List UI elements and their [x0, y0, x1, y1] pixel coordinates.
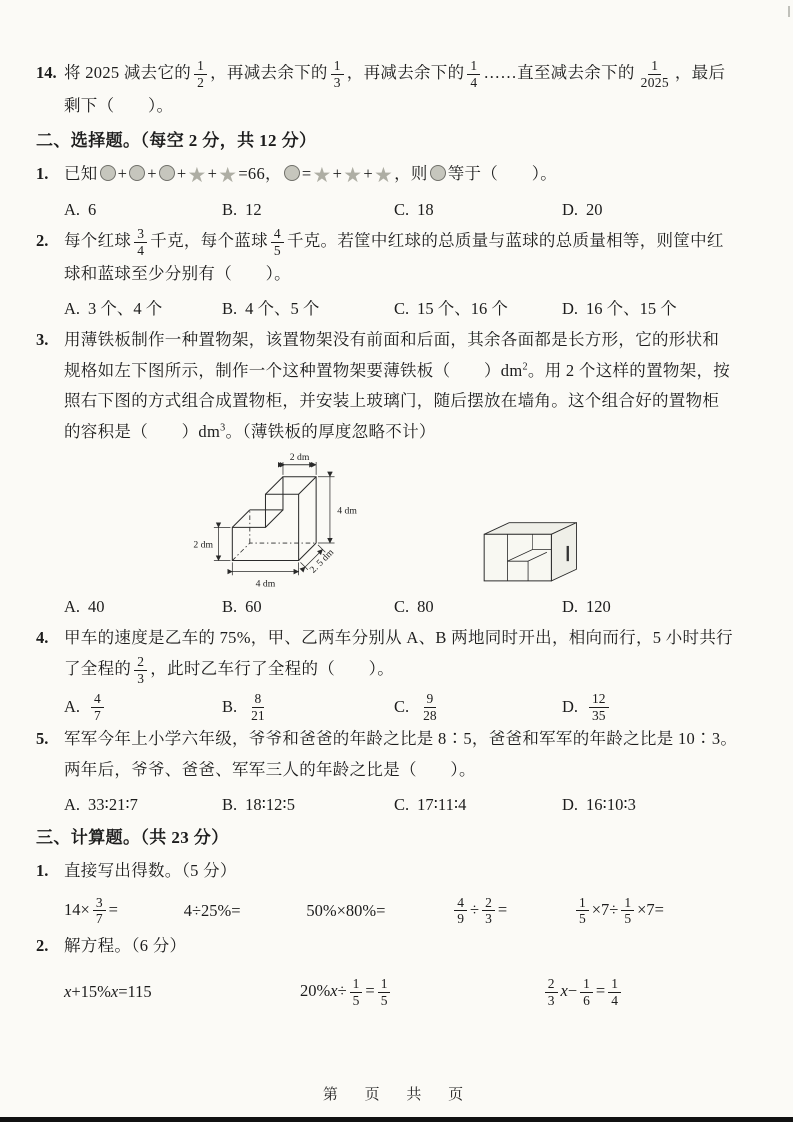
option-a [64, 292, 222, 325]
fraction: $\frac{2}{3}$ [134, 654, 147, 687]
math-expression: $\frac{4}{9}$ ÷ $\frac{2}{3}$ = [451, 895, 507, 928]
option-label: C. [394, 696, 410, 716]
option-label: D. [562, 795, 579, 815]
fraction: $\frac{4}{5}$ [271, 226, 284, 259]
question-text: 的容积是（ ）$dm^3$。（薄铁板的厚度忽略不计） [64, 421, 436, 441]
options-row [36, 590, 755, 623]
question-text: 规格如左下图所示，制作一个这种置物架要薄铁板（ ）$dm^2$。用 2 个这样的置物架，按 [64, 360, 731, 380]
question-text: 直接写出得数。（5 分） [64, 861, 237, 881]
math-expression: 14× $\frac{3}{7}$ = [64, 894, 118, 927]
option-label: A. [64, 795, 81, 815]
question-text: 将 2025 减去它的 $\frac{1}{2}$ ，再减去余下的 $\frac{1}{3}$ ，再减去余下的 $\frac{1}{4}$ ……直至减去余下的 $\frac{1}{2025}$ ，最后 [64, 58, 726, 90]
option-content: 20 [586, 199, 603, 219]
options-row [36, 788, 755, 821]
math-expression: 50%×80%= [306, 901, 386, 921]
scan-artifact [788, 6, 790, 17]
option-content: 6 [88, 199, 97, 219]
option-label: C. [394, 199, 410, 219]
question-text: 两年后，爷爷、爸爸、军军三人的年龄之比是（ ）。 [64, 759, 476, 779]
question-3-figures [36, 450, 755, 590]
option-content: 16∶10∶3 [586, 795, 636, 815]
choice-question-2 [36, 226, 755, 289]
option-label: A. [64, 696, 81, 716]
option-b [222, 193, 394, 226]
star-icon: ★ [312, 163, 332, 188]
mental-math-items [36, 895, 664, 928]
question-text: 用薄铁板制作一种置物架，该置物架没有前面和后面，其余各面都是长方形，它的形状和 [64, 330, 720, 350]
option-c [394, 690, 562, 725]
question-number: 3. [36, 330, 49, 350]
option-d [562, 292, 755, 325]
dim-label-left: 2 dm [193, 539, 213, 551]
fraction: $\frac{8}{21}$ [251, 691, 265, 724]
question-text: 已知 + + +★+★=66， =★+★+★，则 等于（ ）。 [64, 163, 558, 188]
star-icon: ★ [343, 163, 363, 188]
options-row [36, 292, 755, 325]
option-a [64, 590, 222, 623]
equation: 20%x÷ $\frac{1}{5}$ = $\frac{1}{5}$ [300, 976, 393, 1009]
option-content: 40 [88, 597, 105, 617]
option-label: D. [562, 597, 579, 617]
option-content: 120 [586, 597, 611, 617]
question-text: 解方程。（6 分） [64, 936, 187, 956]
circle-icon [284, 165, 300, 181]
option-content: 3 个、4 个 [88, 299, 163, 319]
circle-icon [430, 165, 446, 181]
option-content: 33∶21∶7 [88, 795, 138, 815]
fraction: $\frac{3}{7}$ [93, 895, 106, 928]
question-number: 14. [36, 63, 57, 82]
fraction: $\frac{2}{3}$ [545, 976, 558, 1009]
fraction: $\frac{4}{9}$ [454, 895, 467, 928]
fraction: $\frac{2}{3}$ [482, 895, 495, 928]
section-3-title: 三、计算题。（共 23 分） [36, 828, 229, 848]
option-label: B. [222, 597, 238, 617]
choice-question-3 [36, 325, 755, 447]
circle-icon [129, 165, 145, 181]
option-b [222, 788, 394, 821]
question-14 [36, 58, 755, 121]
option-content: 12 [245, 199, 262, 219]
option-content: 18 [417, 199, 434, 219]
fraction: $\frac{3}{4}$ [134, 226, 147, 259]
equation: x+15%x=115 [64, 982, 152, 1002]
question-number: 2. [36, 936, 49, 956]
option-d [562, 193, 755, 226]
handle-mark [567, 546, 569, 561]
option-label: B. [222, 795, 238, 815]
option-c [394, 788, 562, 821]
page-footer: 第 页 共 页 [322, 1087, 471, 1103]
fraction: $\frac{4}{7}$ [91, 691, 104, 724]
option-d [562, 590, 755, 623]
star-icon: ★ [187, 163, 207, 188]
option-content: 16 个、15 个 [586, 299, 677, 319]
circle-icon [159, 165, 175, 181]
option-label: B. [222, 199, 238, 219]
fraction: $\frac{1}{2025}$ [640, 58, 669, 90]
option-content [417, 691, 443, 724]
question-text: 了全程的 $\frac{2}{3}$ ，此时乙车行了全程的（ ）。 [64, 653, 395, 686]
dim-label-right: 4 dm [337, 505, 357, 517]
fraction: $\frac{1}{5}$ [350, 976, 363, 1009]
question-text: 照右下图的方式组合成置物柜，并安装上玻璃门，随后摆放在墙角。这个组合好的置物柜 [64, 391, 720, 411]
choice-question-1 [36, 159, 755, 190]
question-text: 球和蓝球至少分别有（ ）。 [64, 263, 291, 283]
option-a [64, 690, 222, 725]
question-number: 1. [36, 164, 49, 184]
question-text: 甲车的速度是乙车的 75%，甲、乙两车分别从 A、B 两地同时开出，相向而行，5 小时共行 [64, 628, 733, 648]
option-d [562, 690, 755, 725]
cabinet-diagram [477, 518, 589, 590]
option-content: 17∶11∶4 [417, 795, 467, 815]
circle-icon [100, 165, 116, 181]
option-b [222, 590, 394, 623]
option-content: 60 [245, 597, 262, 617]
dim-label-top: 2 dm [289, 452, 310, 464]
option-label: A. [64, 299, 81, 319]
option-label: A. [64, 597, 81, 617]
dim-label-depth: 2. 5 dm [307, 547, 337, 576]
question-number: 1. [36, 861, 49, 881]
option-label: A. [64, 199, 81, 219]
fraction: $\frac{1}{5}$ [378, 976, 391, 1009]
fraction: $\frac{1}{5}$ [576, 895, 589, 928]
step-shelf-diagram [186, 450, 391, 590]
question-number: 5. [36, 729, 49, 749]
option-label: C. [394, 795, 410, 815]
option-c [394, 292, 562, 325]
option-content [88, 691, 107, 724]
option-c [394, 590, 562, 623]
fraction: $\frac{12}{35}$ [589, 691, 609, 724]
option-b [222, 292, 394, 325]
question-text: 剩下（ ）。 [64, 95, 174, 115]
star-icon: ★ [218, 163, 238, 188]
option-label: D. [562, 299, 579, 319]
fraction: $\frac{1}{5}$ [621, 895, 634, 928]
option-content [586, 691, 612, 724]
math-expression: $\frac{1}{5}$ ×7÷ $\frac{1}{5}$ ×7= [573, 895, 664, 928]
option-label: C. [394, 597, 410, 617]
section-2-title: 二、选择题。（每空 2 分，共 12 分） [36, 131, 317, 151]
option-a [64, 193, 222, 226]
choice-question-5 [36, 724, 755, 785]
equation-items [36, 976, 624, 1009]
option-content: 18∶12∶5 [245, 795, 295, 815]
fraction: $\frac{1}{4}$ [608, 976, 621, 1009]
calc-question-2 [36, 931, 755, 962]
question-number: 2. [36, 230, 49, 250]
bottom-scan-bar [0, 1117, 793, 1122]
equation: $\frac{2}{3}$ x− $\frac{1}{6}$ = $\frac{1}{4}$ [542, 976, 624, 1009]
dim-label-bottom: 4 dm [255, 578, 276, 590]
question-number: 4. [36, 628, 49, 648]
option-content: 4 个、5 个 [245, 299, 320, 319]
question-text: 每个红球 $\frac{3}{4}$ 千克，每个蓝球 $\frac{4}{5}$ 千克。若筐中红球的总质量与蓝球的总质量相等，则筐中红 [64, 225, 724, 258]
option-label: D. [562, 199, 579, 219]
fraction: $\frac{1}{6}$ [580, 976, 593, 1009]
option-label: D. [562, 696, 579, 716]
options-row [36, 193, 755, 226]
option-content [245, 691, 271, 724]
calc-question-1 [36, 856, 755, 887]
option-label: B. [222, 299, 238, 319]
option-c [394, 193, 562, 226]
math-expression: 4÷25%= [183, 901, 241, 921]
fraction: $\frac{1}{2}$ [194, 58, 207, 91]
option-d [562, 788, 755, 821]
option-a [64, 788, 222, 821]
choice-question-4 [36, 623, 755, 686]
fraction: $\frac{1}{3}$ [331, 58, 344, 91]
option-b [222, 690, 394, 725]
option-content: 80 [417, 597, 434, 617]
option-content: 15 个、16 个 [417, 299, 508, 319]
option-label: B. [222, 696, 238, 716]
question-text: 军军今年上小学六年级，爷爷和爸爸的年龄之比是 8∶5，爸爸和军军的年龄之比是 10∶3。 [64, 729, 738, 749]
star-icon: ★ [373, 163, 394, 188]
options-row [36, 690, 755, 725]
fraction: $\frac{1}{4}$ [467, 58, 480, 91]
option-label: C. [394, 299, 410, 319]
fraction: $\frac{9}{28}$ [423, 691, 437, 724]
